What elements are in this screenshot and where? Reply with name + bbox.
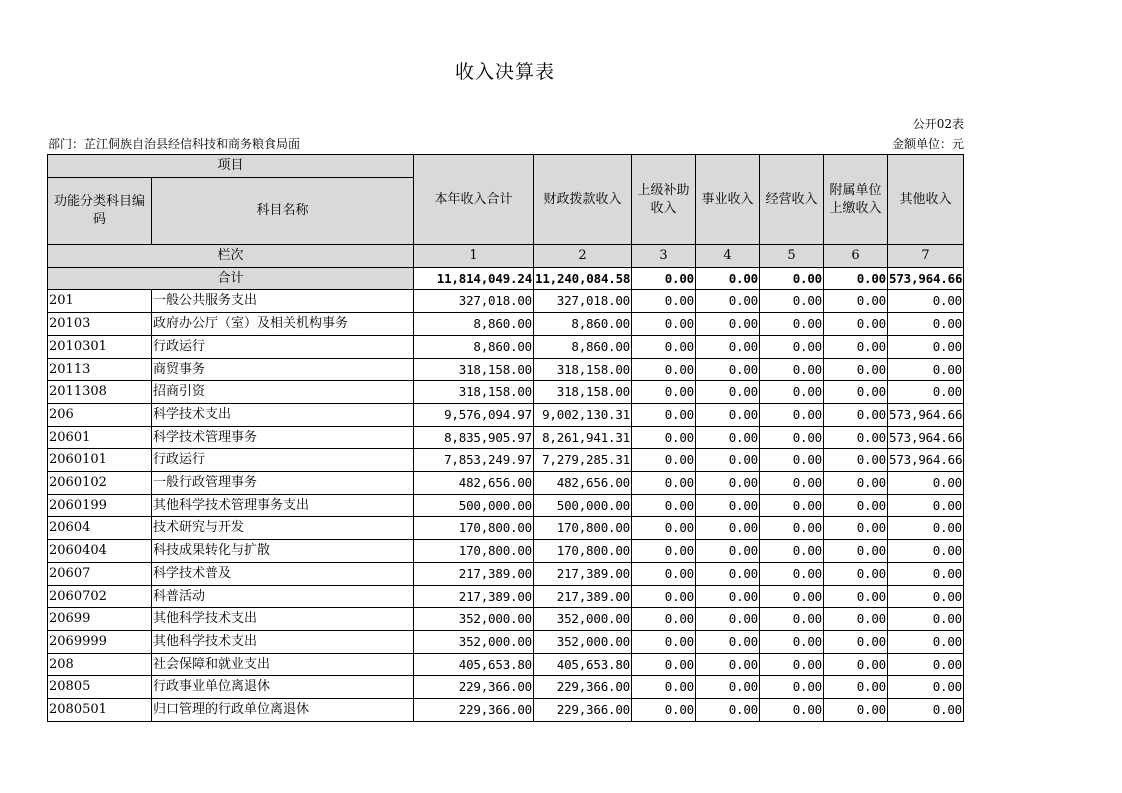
table-row <box>48 585 964 608</box>
amount-cell: 0.00 <box>760 290 824 313</box>
amount-cell: 0.00 <box>824 313 888 336</box>
amount-cell: 0.00 <box>824 381 888 404</box>
subject-name-cell: 行政事业单位离退休 <box>152 676 414 699</box>
amount-cell: 352,000.00 <box>534 608 632 631</box>
amount-cell: 0.00 <box>824 426 888 449</box>
table-row <box>48 403 964 426</box>
amount-cell: 0.00 <box>696 426 760 449</box>
amount-cell: 0.00 <box>632 517 696 540</box>
header-other: 其他收入 <box>888 155 964 245</box>
amount-cell: 500,000.00 <box>534 494 632 517</box>
amount-cell: 500,000.00 <box>414 494 534 517</box>
income-statement-table <box>47 154 964 722</box>
total-cell: 0.00 <box>760 267 824 290</box>
header-business: 事业收入 <box>696 155 760 245</box>
amount-cell: 0.00 <box>888 676 964 699</box>
subject-name-cell: 科学技术普及 <box>152 562 414 585</box>
amount-cell: 217,389.00 <box>414 562 534 585</box>
amount-cell: 0.00 <box>760 449 824 472</box>
amount-cell: 327,018.00 <box>414 290 534 313</box>
amount-cell: 7,853,249.97 <box>414 449 534 472</box>
amount-cell: 170,800.00 <box>414 517 534 540</box>
amount-cell: 0.00 <box>632 540 696 563</box>
amount-cell: 217,389.00 <box>534 562 632 585</box>
amount-cell: 0.00 <box>760 540 824 563</box>
total-label: 合计 <box>48 267 414 290</box>
amount-cell: 573,964.66 <box>888 403 964 426</box>
amount-cell: 0.00 <box>760 585 824 608</box>
table-row <box>48 630 964 653</box>
amount-cell: 0.00 <box>824 585 888 608</box>
amount-cell: 0.00 <box>760 608 824 631</box>
department-label: 部门：芷江侗族自治县经信科技和商务粮食局面 <box>48 137 301 151</box>
amount-cell: 0.00 <box>760 358 824 381</box>
table-row <box>48 335 964 358</box>
table-row <box>48 472 964 495</box>
amount-cell: 0.00 <box>824 699 888 722</box>
amount-cell: 573,964.66 <box>888 426 964 449</box>
subject-code-cell: 20604 <box>48 517 152 540</box>
amount-cell: 482,656.00 <box>414 472 534 495</box>
table-row <box>48 358 964 381</box>
amount-cell: 0.00 <box>632 290 696 313</box>
table-row <box>48 494 964 517</box>
amount-cell: 0.00 <box>696 290 760 313</box>
amount-cell: 0.00 <box>888 540 964 563</box>
subject-code-cell: 2080501 <box>48 699 152 722</box>
amount-cell: 8,835,905.97 <box>414 426 534 449</box>
amount-cell: 0.00 <box>760 494 824 517</box>
subject-code-cell: 20113 <box>48 358 152 381</box>
amount-cell: 0.00 <box>760 653 824 676</box>
subject-code-cell: 20601 <box>48 426 152 449</box>
subject-name-cell: 其他科学技术支出 <box>152 630 414 653</box>
amount-cell: 8,860.00 <box>534 335 632 358</box>
table-row <box>48 290 964 313</box>
amount-cell: 229,366.00 <box>534 676 632 699</box>
total-cell: 0.00 <box>696 267 760 290</box>
amount-cell: 0.00 <box>760 335 824 358</box>
amount-cell: 0.00 <box>696 313 760 336</box>
subject-code-cell: 2060404 <box>48 540 152 563</box>
amount-cell: 0.00 <box>632 335 696 358</box>
amount-cell: 0.00 <box>888 494 964 517</box>
amount-cell: 0.00 <box>632 358 696 381</box>
subject-name-cell: 一般公共服务支出 <box>152 290 414 313</box>
amount-cell: 0.00 <box>696 517 760 540</box>
amount-cell: 0.00 <box>824 358 888 381</box>
subject-code-cell: 2060702 <box>48 585 152 608</box>
amount-cell: 0.00 <box>632 494 696 517</box>
amount-cell: 352,000.00 <box>414 608 534 631</box>
amount-cell: 0.00 <box>824 449 888 472</box>
table-row <box>48 676 964 699</box>
amount-cell: 0.00 <box>888 335 964 358</box>
amount-cell: 0.00 <box>888 313 964 336</box>
amount-cell: 8,261,941.31 <box>534 426 632 449</box>
amount-cell: 0.00 <box>824 472 888 495</box>
amount-cell: 0.00 <box>632 630 696 653</box>
header-operating: 经营收入 <box>760 155 824 245</box>
table-row <box>48 608 964 631</box>
amount-cell: 0.00 <box>824 517 888 540</box>
amount-cell: 0.00 <box>888 517 964 540</box>
amount-cell: 0.00 <box>888 358 964 381</box>
subject-code-cell: 20805 <box>48 676 152 699</box>
amount-cell: 0.00 <box>760 699 824 722</box>
amount-cell: 0.00 <box>760 426 824 449</box>
subject-code-cell: 2060101 <box>48 449 152 472</box>
column-number: 6 <box>824 245 888 268</box>
table-row <box>48 426 964 449</box>
amount-cell: 0.00 <box>632 426 696 449</box>
amount-cell: 0.00 <box>888 630 964 653</box>
table-row <box>48 653 964 676</box>
subject-name-cell: 一般行政管理事务 <box>152 472 414 495</box>
column-number: 4 <box>696 245 760 268</box>
amount-cell: 0.00 <box>824 335 888 358</box>
column-number: 7 <box>888 245 964 268</box>
amount-cell: 0.00 <box>760 403 824 426</box>
amount-cell: 405,653.80 <box>534 653 632 676</box>
amount-cell: 0.00 <box>696 630 760 653</box>
table-row <box>48 540 964 563</box>
subject-code-cell: 2069999 <box>48 630 152 653</box>
amount-cell: 0.00 <box>888 699 964 722</box>
amount-cell: 0.00 <box>824 494 888 517</box>
amount-cell: 573,964.66 <box>888 449 964 472</box>
amount-cell: 0.00 <box>888 562 964 585</box>
subject-name-cell: 科普活动 <box>152 585 414 608</box>
amount-cell: 0.00 <box>696 449 760 472</box>
subject-name-cell: 技术研究与开发 <box>152 517 414 540</box>
subject-code-cell: 20699 <box>48 608 152 631</box>
subject-code-cell: 20607 <box>48 562 152 585</box>
header-upper-subsidy: 上级补助收入 <box>632 155 696 245</box>
amount-cell: 9,576,094.97 <box>414 403 534 426</box>
amount-cell: 0.00 <box>696 403 760 426</box>
amount-cell: 217,389.00 <box>534 585 632 608</box>
subject-name-cell: 科技成果转化与扩散 <box>152 540 414 563</box>
amount-cell: 327,018.00 <box>534 290 632 313</box>
column-number: 2 <box>534 245 632 268</box>
report-title: 收入决算表 <box>454 61 555 83</box>
subject-code-cell: 2060102 <box>48 472 152 495</box>
subject-name-cell: 行政运行 <box>152 335 414 358</box>
amount-cell: 0.00 <box>632 608 696 631</box>
column-number: 3 <box>632 245 696 268</box>
amount-cell: 0.00 <box>888 608 964 631</box>
amount-cell: 0.00 <box>632 676 696 699</box>
amount-cell: 0.00 <box>824 562 888 585</box>
amount-cell: 0.00 <box>760 676 824 699</box>
amount-cell: 170,800.00 <box>534 517 632 540</box>
subject-code-cell: 201 <box>48 290 152 313</box>
amount-cell: 352,000.00 <box>414 630 534 653</box>
amount-cell: 0.00 <box>632 403 696 426</box>
amount-cell: 352,000.00 <box>534 630 632 653</box>
amount-cell: 8,860.00 <box>534 313 632 336</box>
subject-code-cell: 208 <box>48 653 152 676</box>
amount-cell: 0.00 <box>696 381 760 404</box>
amount-cell: 0.00 <box>824 540 888 563</box>
header-fiscal: 财政拨款收入 <box>534 155 632 245</box>
header-code: 功能分类科目编码 <box>48 178 152 245</box>
subject-name-cell: 招商引资 <box>152 381 414 404</box>
total-row <box>48 267 964 290</box>
amount-cell: 0.00 <box>696 562 760 585</box>
amount-cell: 0.00 <box>760 630 824 653</box>
amount-cell: 0.00 <box>760 517 824 540</box>
amount-cell: 7,279,285.31 <box>534 449 632 472</box>
subject-name-cell: 社会保障和就业支出 <box>152 653 414 676</box>
table-row <box>48 381 964 404</box>
subject-name-cell: 政府办公厅（室）及相关机构事务 <box>152 313 414 336</box>
amount-cell: 229,366.00 <box>414 699 534 722</box>
amount-cell: 0.00 <box>696 540 760 563</box>
header-name: 科目名称 <box>152 178 414 245</box>
amount-cell: 0.00 <box>888 472 964 495</box>
amount-cell: 0.00 <box>696 676 760 699</box>
amount-cell: 0.00 <box>824 676 888 699</box>
amount-cell: 0.00 <box>696 335 760 358</box>
amount-cell: 482,656.00 <box>534 472 632 495</box>
amount-cell: 170,800.00 <box>414 540 534 563</box>
amount-cell: 0.00 <box>824 653 888 676</box>
subject-name-cell: 科学技术支出 <box>152 403 414 426</box>
amount-cell: 0.00 <box>632 562 696 585</box>
currency-unit-label: 金额单位：元 <box>891 137 964 151</box>
subject-name-cell: 其他科学技术支出 <box>152 608 414 631</box>
table-row <box>48 517 964 540</box>
amount-cell: 318,158.00 <box>414 381 534 404</box>
header-column-label: 栏次 <box>48 245 414 268</box>
column-number: 5 <box>760 245 824 268</box>
subject-name-cell: 商贸事务 <box>152 358 414 381</box>
subject-name-cell: 科学技术管理事务 <box>152 426 414 449</box>
amount-cell: 318,158.00 <box>534 381 632 404</box>
amount-cell: 0.00 <box>760 381 824 404</box>
amount-cell: 0.00 <box>888 585 964 608</box>
amount-cell: 0.00 <box>696 585 760 608</box>
amount-cell: 0.00 <box>632 472 696 495</box>
amount-cell: 0.00 <box>824 403 888 426</box>
subject-name-cell: 归口管理的行政单位离退休 <box>152 699 414 722</box>
header-affiliated: 附属单位上缴收入 <box>824 155 888 245</box>
amount-cell: 0.00 <box>696 472 760 495</box>
subject-code-cell: 2010301 <box>48 335 152 358</box>
header-item: 项目 <box>48 155 414 178</box>
column-number: 1 <box>414 245 534 268</box>
amount-cell: 318,158.00 <box>414 358 534 381</box>
subject-code-cell: 2011308 <box>48 381 152 404</box>
amount-cell: 0.00 <box>632 449 696 472</box>
table-row <box>48 449 964 472</box>
amount-cell: 0.00 <box>824 608 888 631</box>
table-row <box>48 562 964 585</box>
amount-cell: 0.00 <box>696 699 760 722</box>
amount-cell: 0.00 <box>696 608 760 631</box>
amount-cell: 0.00 <box>760 472 824 495</box>
amount-cell: 0.00 <box>888 653 964 676</box>
amount-cell: 0.00 <box>632 585 696 608</box>
amount-cell: 0.00 <box>632 653 696 676</box>
total-cell: 11,240,084.58 <box>534 267 632 290</box>
amount-cell: 0.00 <box>760 562 824 585</box>
amount-cell: 9,002,130.31 <box>534 403 632 426</box>
amount-cell: 0.00 <box>824 630 888 653</box>
amount-cell: 405,653.80 <box>414 653 534 676</box>
subject-name-cell: 其他科学技术管理事务支出 <box>152 494 414 517</box>
table-row <box>48 313 964 336</box>
subject-name-cell: 行政运行 <box>152 449 414 472</box>
amount-cell: 170,800.00 <box>534 540 632 563</box>
header-total: 本年收入合计 <box>414 155 534 245</box>
total-cell: 0.00 <box>824 267 888 290</box>
amount-cell: 0.00 <box>696 358 760 381</box>
amount-cell: 0.00 <box>696 494 760 517</box>
amount-cell: 0.00 <box>632 699 696 722</box>
total-cell: 573,964.66 <box>888 267 964 290</box>
amount-cell: 0.00 <box>888 381 964 404</box>
amount-cell: 318,158.00 <box>534 358 632 381</box>
subject-code-cell: 2060199 <box>48 494 152 517</box>
subject-code-cell: 20103 <box>48 313 152 336</box>
table-row <box>48 699 964 722</box>
amount-cell: 0.00 <box>824 290 888 313</box>
amount-cell: 8,860.00 <box>414 335 534 358</box>
amount-cell: 229,366.00 <box>414 676 534 699</box>
amount-cell: 217,389.00 <box>414 585 534 608</box>
total-cell: 0.00 <box>632 267 696 290</box>
amount-cell: 229,366.00 <box>534 699 632 722</box>
table-header <box>48 155 964 268</box>
amount-cell: 0.00 <box>760 313 824 336</box>
amount-cell: 0.00 <box>696 653 760 676</box>
amount-cell: 8,860.00 <box>414 313 534 336</box>
amount-cell: 0.00 <box>888 290 964 313</box>
amount-cell: 0.00 <box>632 313 696 336</box>
amount-cell: 0.00 <box>632 381 696 404</box>
table-body <box>48 267 964 721</box>
subject-code-cell: 206 <box>48 403 152 426</box>
form-number: 公开02表 <box>912 117 964 131</box>
total-cell: 11,814,049.24 <box>414 267 534 290</box>
